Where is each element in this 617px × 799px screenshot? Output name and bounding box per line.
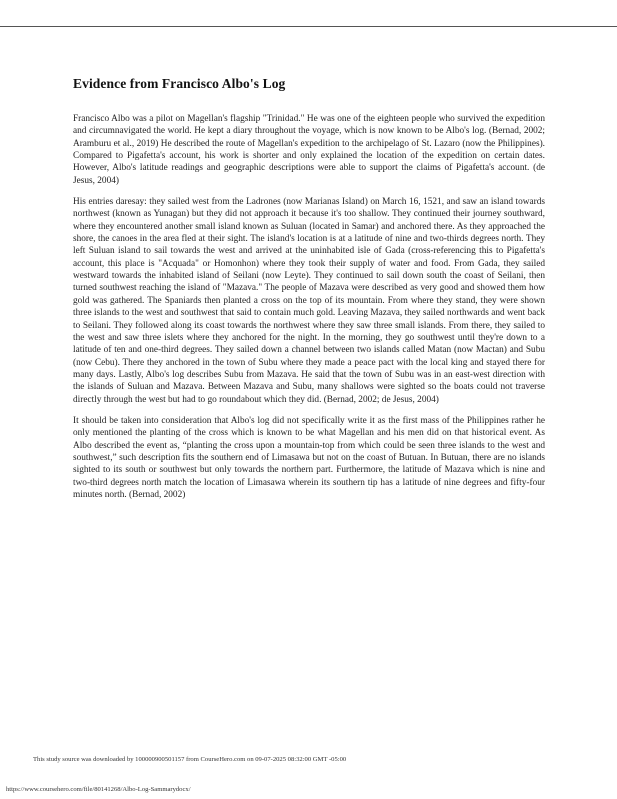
paragraph-log-entries: His entries daresay: they sailed west from the Ladrones (now Marianas Island) on March 16, 1521, and saw an island towards northwest (known as Yunagan) but they did not approach it because it's too shallow. They continued their journey southward, where they encountered another small island known as Suluan (located in Samar) and anchored there. As they approached the shore, the canoes in the area fled at their sight. The island's location is at a latitude of nine and two-thirds degrees north. They left Suluan island to sail towards the west and arrived at the uninhabited isle of Gada (cross-referencing this to Pigafetta's account, this place is "Acquada" or Homonhon) where they took their supply of water and food. From Gada, they sailed westward towards the inhabited island of Seilani (now Leyte). They continued to sail down south the coast of Seilani, then turned southwest reaching the island of "Mazava." The people of Mazava were described as very good and showed them how gold was gathered. The Spaniards then planted a cross on the top of its mountain. From where they stand, they were shown three islands to the west and southwest that said to contain much gold. Leaving Mazava, they sailed northwards and went back to Seilani. They followed along its coast towards the northwest where they saw three small islands. From there, they sailed to the west and saw three islets where they anchored for the night. In the morning, they go southwest until they're down to a latitude of ten and one-third degrees. They sailed down a channel between two islands called Matan (now Mactan) and Subu (now Cebu). There they anchored in the town of Subu where they made a peace pact with the local king and stayed there for many days. Lastly, Albo's log describes Subu from Mazava. He said that the town of Subu was in an east-west direction with the islands of Suluan and Mazava. Between Mazava and Subu, many shallows were sighted so the boats could not traverse directly through the west but had to go roundabout which they did. (Bernad, 2002; de Jesus, 2004) <box>73 197 545 405</box>
document-title: Evidence from Francisco Albo's Log <box>73 76 286 91</box>
header-divider <box>0 26 617 27</box>
paragraph-intro: Francisco Albo was a pilot on Magellan's flagship "Trinidad." He was one of the eighteen people who survived the expedition and circumnavigated the world. He kept a diary throughout the voyage, which is now known to be Albo's log. (Bernad, 2002; Aramburu et al., 2019) He described the route of Magellan's expedition to the archipelago of St. Lazaro (now the Philippines). Compared to Pigafetta's account, his work is shorter and only explained the location of the expedition on certain dates. However, Albo's latitude readings and geographic descriptions were able to support the claims of Pigafetta's account. (de Jesus, 2004) <box>73 114 545 186</box>
source-url-link[interactable]: https://www.coursehero.com/file/80141268/Albo-Log-Sammarydocx/ <box>6 786 191 793</box>
download-notice: This study source was downloaded by 100000900501157 from CourseHero.com on 09-07-2025 08:32:00 GMT -05:00 <box>33 756 347 763</box>
paragraph-conclusion: It should be taken into consideration that Albo's log did not specifically write it as the first mass of the Philippines rather he only mentioned the planting of the cross which is known to be what Magellan and his men did on that historical event. As Albo described the event as, “planting the cross upon a mountain-top from which could be seen three islands to the west and southwest,” such description fits the southern end of Limasawa but not on the coast of Butuan. In Butuan, there are no islands sighted to its south or southwest but only towards the northern part. Furthermore, the latitude of Mazava which is nine and two-third degrees north match the location of Limasawa wherein its southern tip has a latitude of nine degrees and fifty-four minutes north. (Bernad, 2002) <box>73 415 545 500</box>
document-body <box>73 76 545 510</box>
